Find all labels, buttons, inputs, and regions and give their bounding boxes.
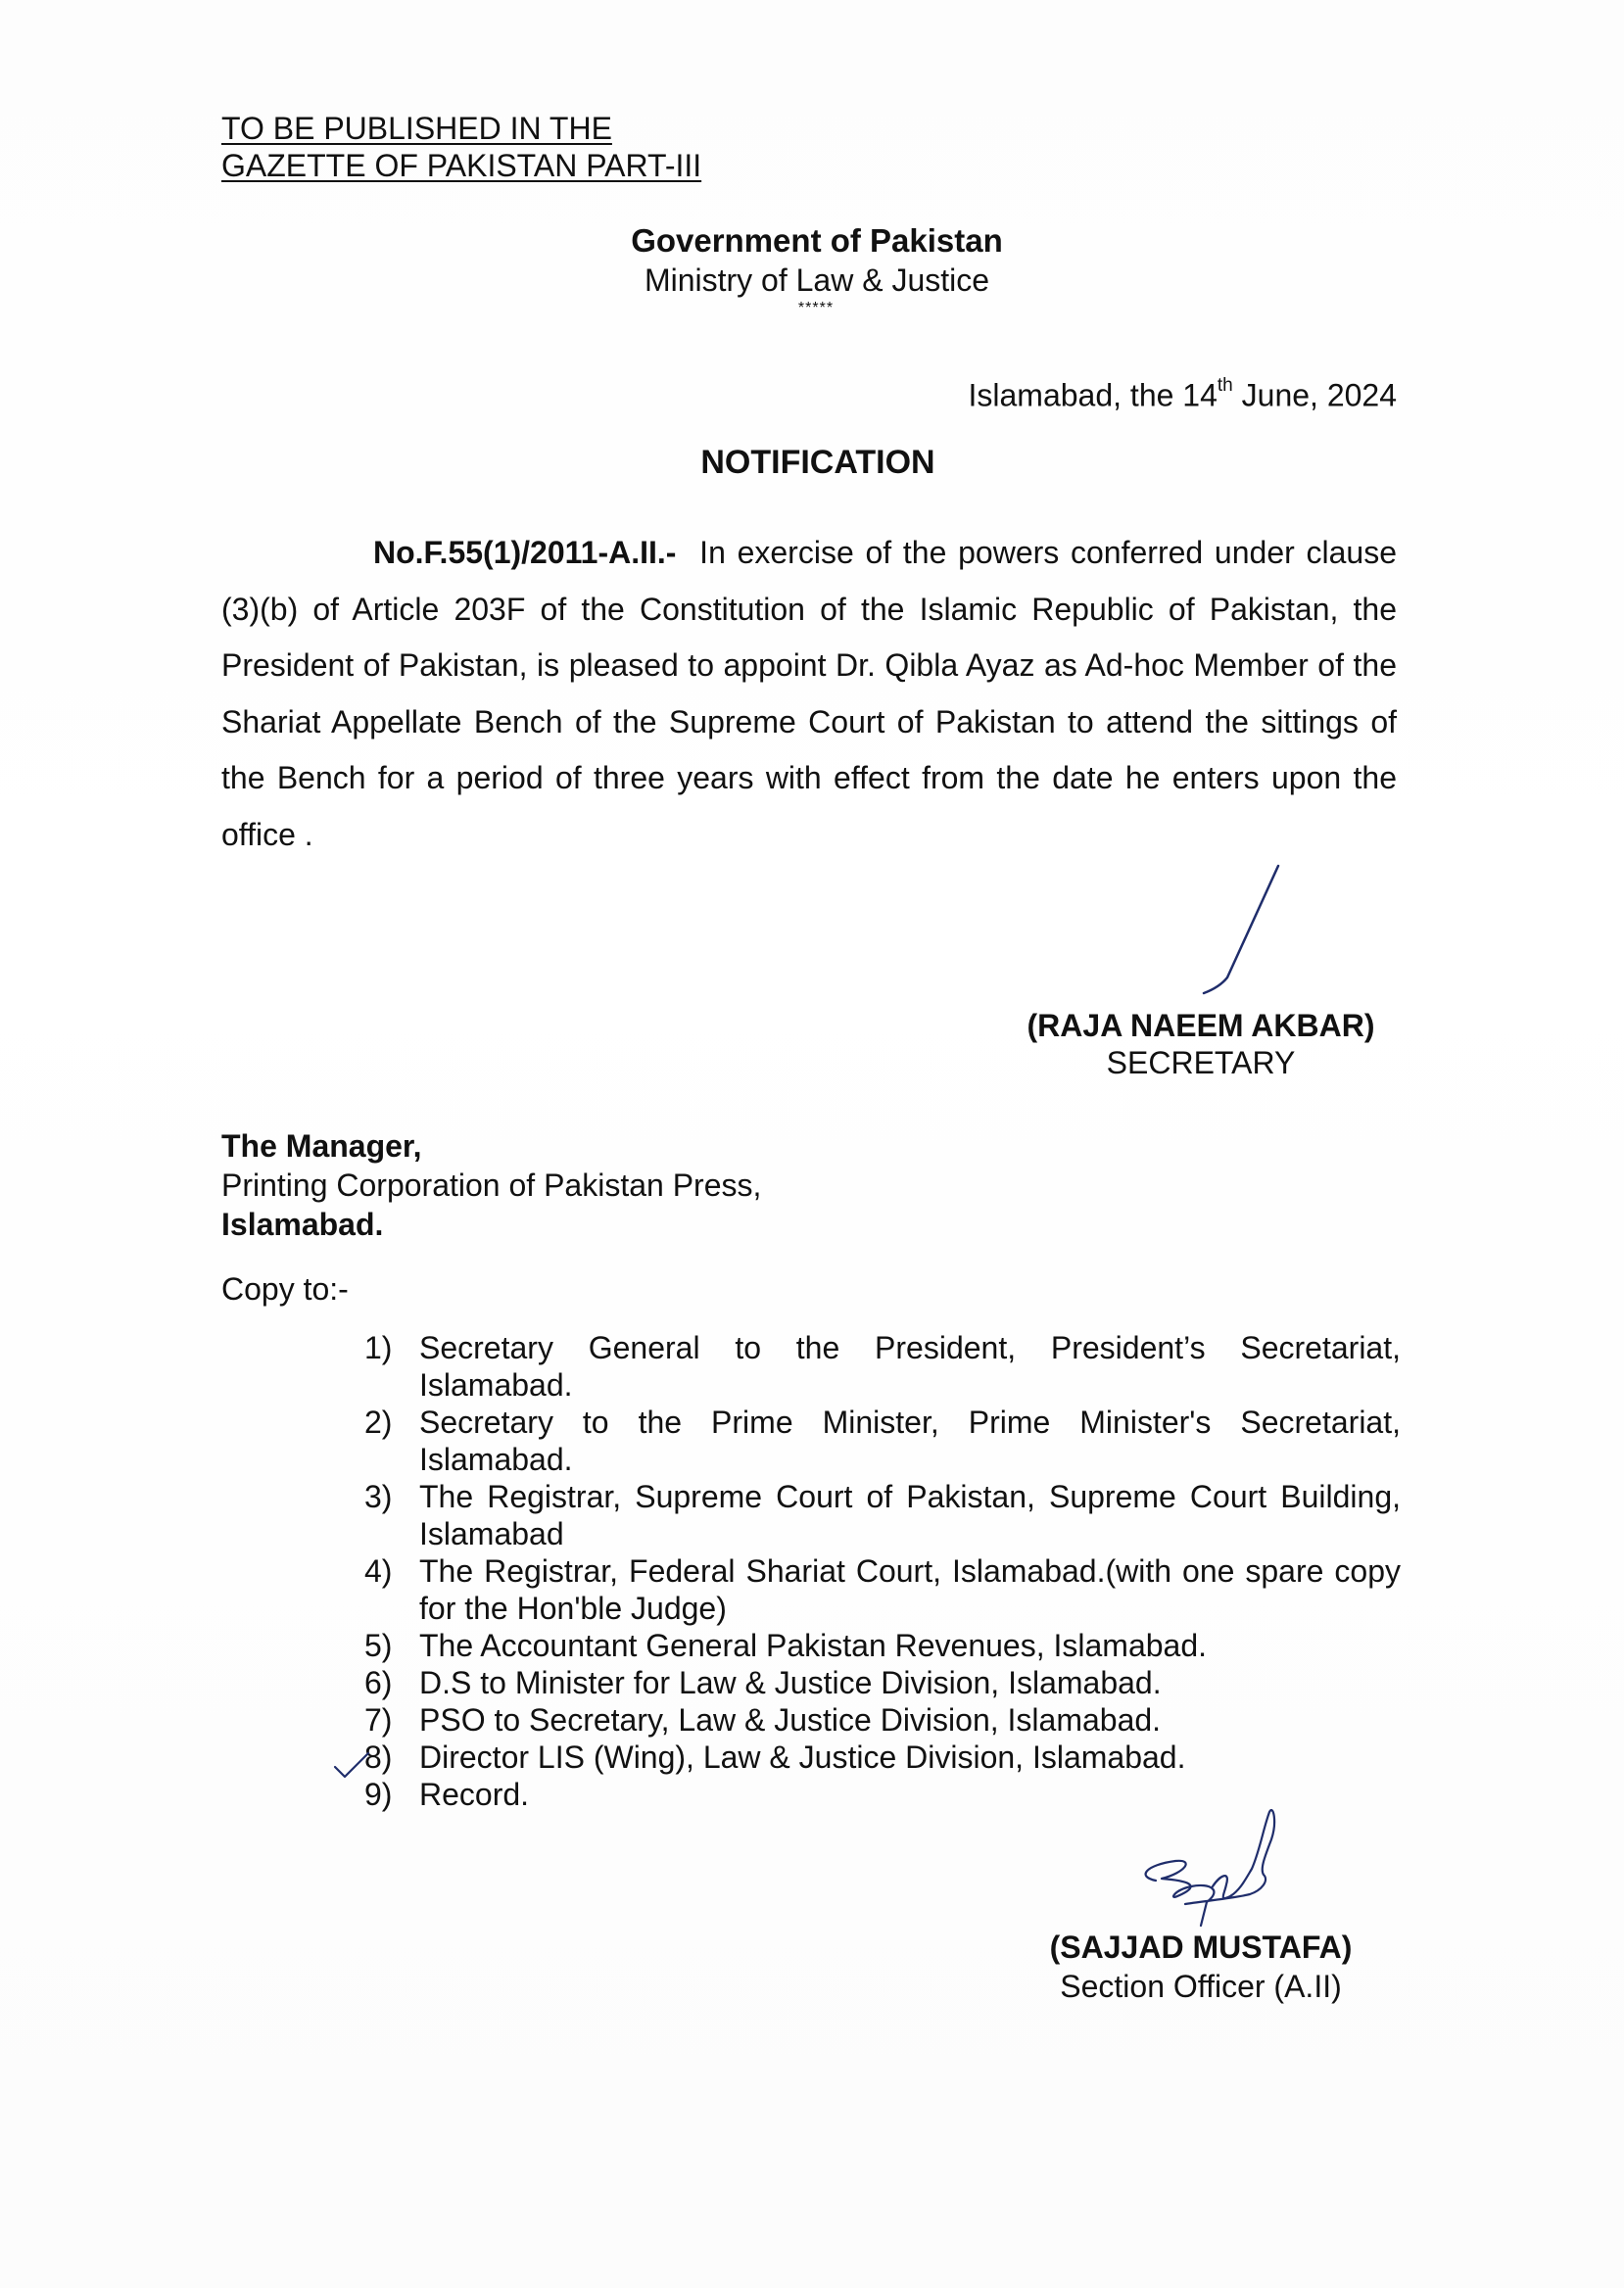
list-item-text: PSO to Secretary, Law & Justice Division, Islamabad. <box>419 1702 1162 1738</box>
list-item <box>364 1701 1401 1739</box>
list-item-number: 8) <box>364 1740 393 1775</box>
addressee-line-3: Islamabad. <box>221 1207 384 1242</box>
gazette-line-2: GAZETTE OF PAKISTAN PART-III <box>221 148 702 183</box>
section-officer-title: Section Officer (A.II) <box>1060 1969 1342 2004</box>
secretary-title: SECRETARY <box>1106 1045 1296 1080</box>
government-title: Government of Pakistan <box>631 222 1003 259</box>
addressee-line-2: Printing Corporation of Pakistan Press, <box>221 1168 762 1203</box>
list-item-text: The Registrar, Supreme Court of Pakistan, Supreme Court Building, Islamabad <box>419 1479 1401 1551</box>
date-ordinal: th <box>1217 375 1233 396</box>
section-officer-name: (SAJJAD MUSTAFA) <box>1049 1930 1353 1965</box>
list-item <box>364 1627 1401 1664</box>
letterhead <box>0 221 1624 317</box>
header-separator: ***** <box>797 300 835 316</box>
addressee-block <box>221 1126 761 1244</box>
secretary-block <box>1015 1007 1387 1081</box>
secretary-name: (RAJA NAEEM AKBAR) <box>1027 1008 1375 1043</box>
issue-date <box>969 370 1398 415</box>
secretary-signature-mark <box>1180 862 1298 1009</box>
reference-number: No.F.55(1)/2011-A.II.- <box>373 535 677 570</box>
ministry-title: Ministry of Law & Justice <box>644 262 990 298</box>
notification-text: In exercise of the powers conferred under clause (3)(b) of Article 203F of the Constitution of the Islamic Republic of Pakistan, the President of Pakistan, is pleased to appoint Dr. Qibla Ayaz as Ad-hoc Member of the Shariat Appellate Bench of the Supreme Court of Pakistan to attend the sittings of the Bench for a period of three years with effect from the date he enters upon the office . <box>221 535 1398 852</box>
list-item-text: The Accountant General Pakistan Revenues, Islamabad. <box>419 1628 1208 1663</box>
list-item <box>364 1404 1401 1478</box>
list-item <box>364 1329 1401 1404</box>
list-item-text: Record. <box>419 1777 530 1812</box>
section-officer-block <box>1025 1928 1377 2006</box>
section-officer-signature <box>1117 1800 1303 1947</box>
date-suffix: June, 2024 <box>1232 377 1397 413</box>
copy-to-label: Copy to:- <box>221 1271 349 1307</box>
list-item-text: Director LIS (Wing), Law & Justice Division, Islamabad. <box>419 1740 1186 1775</box>
copy-to-list <box>364 1329 1401 1813</box>
list-item-number: 3) <box>364 1479 393 1514</box>
list-item-text: D.S to Minister for Law & Justice Division, Islamabad. <box>419 1665 1162 1700</box>
list-item-text: Secretary to the Prime Minister, Prime Minister's Secretariat, Islamabad. <box>419 1405 1401 1477</box>
list-item <box>364 1552 1401 1627</box>
gazette-note <box>221 110 701 184</box>
list-item-text: The Registrar, Federal Shariat Court, Islamabad.(with one spare copy for the Hon'ble Judge) <box>419 1553 1401 1626</box>
list-item-text: Secretary General to the President, President’s Secretariat, Islamabad. <box>419 1330 1401 1403</box>
list-item-number: 9) <box>364 1777 393 1812</box>
list-item <box>364 1664 1401 1701</box>
date-prefix: Islamabad, the 14 <box>968 377 1218 413</box>
list-item-number: 6) <box>364 1665 393 1700</box>
notification-title: NOTIFICATION <box>700 444 935 481</box>
addressee-line-1: The Manager, <box>221 1128 422 1164</box>
list-item-number: 7) <box>364 1702 393 1738</box>
list-item-number: 4) <box>364 1553 393 1589</box>
list-item-number: 2) <box>364 1405 393 1440</box>
notification-body <box>221 525 1397 863</box>
list-item-number: 1) <box>364 1330 393 1365</box>
list-item <box>364 1739 1401 1776</box>
list-item <box>364 1478 1401 1552</box>
list-item-number: 5) <box>364 1628 393 1663</box>
gazette-line-1: TO BE PUBLISHED IN THE <box>221 111 612 146</box>
checkmark-icon <box>333 1751 372 1781</box>
